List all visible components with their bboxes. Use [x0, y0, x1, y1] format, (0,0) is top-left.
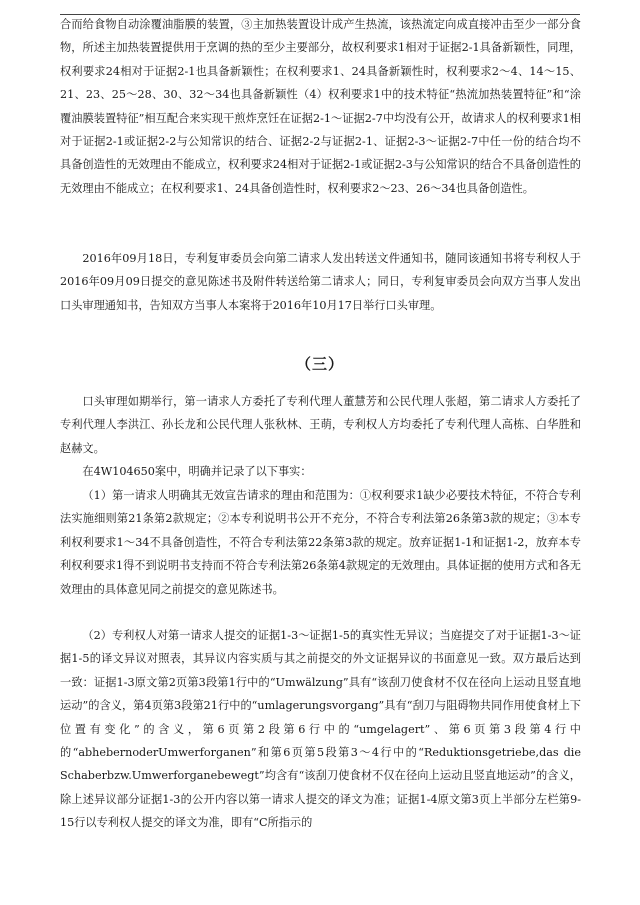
paragraph-case-facts: 在4W104650案中，明确并记录了以下事实： — [82, 465, 312, 478]
paragraph-continuation: 合而给食物自动涂覆油脂膜的装置，③主加热装置设计成产生热流，该热流定向成直接冲击至少一部分食物，所述主加热装置提供用于烹调的热的至少主要部分，故权利要求1相对于证据2-1具备新颖性，同理，权利要求24相对于证据2-1也具备新颖性；在权利要求1、24具备新颖性时，权利要求2～4、14～15、21、23、25～28、30、32～34也具备新颖性（4）权利要求1中的技术特征“热流加热装置特征”和“涂覆油膜装置特征”相互配合来实现干煎炸烹饪在证据2-1～证据2-7中均没有公开，故请求人的权利要求1相对于证据2-1或证据2-2与公知常识的结合、证据2-2与证据2-1、证据2-3～证据2-7中任一份的结合均不具备创造性的无效理由不能成立，权利要求24相对于证据2-1或证据2-3与公知常识的结合不具备创造性的无效理由不能成立；在权利要求1、24具备创造性时，权利要求2～23、26～34也具备创造性。 — [60, 18, 581, 195]
paragraph-oral-hearing: 口头审理如期举行，第一请求人方委托了专利代理人董慧芳和公民代理人张超，第二请求人方委托了专利代理人李洪江、孙长龙和公民代理人张秋林、王萌，专利权人方均委托了专利代理人高栋、白华胜和赵赫文。 — [60, 395, 581, 455]
paragraph-fact-1: （1）第一请求人明确其无效宣告请求的理由和范围为：①权利要求1缺少必要技术特征，不符合专利法实施细则第21条第2款规定；②本专利说明书公开不充分，不符合专利法第26条第3款的规定；③本专利权利要求1～34不具备创造性，不符合专利法第22条第3款的规定。放弃证据1-1和证据1-2，放弃本专利权利要求1得不到说明书支持而不符合专利法第26条第4款规定的无效理由。具体证据的使用方式和各无效理由的具体意见同之前提交的意见陈述书。 — [60, 489, 581, 596]
paragraph-fact-2: （2）专利权人对第一请求人提交的证据1-3～证据1-5的真实性无异议；当庭提交了对于证据1-3～证据1-5的译文异议对照表，其异议内容实质与其之前提交的外文证据异议的书面意见一致。双方最后达到一致：证据1-3原文第2页第3段第1行中的“Umwälzung”具有“该刮刀使食材不仅在径向上运动且竖直地运动”的含义，第4页第3段第21行中的“umlagerungsvorgang”具有“刮刀与阻碍物共同作用使食材上下位置有变化”的含义，第6页第2段第6行中的“umgelagert”、第6页第3段第4行中的“abhebernoderUmwerforganen”和第6页第5段第3～4行中的“Reduktionsgetriebe,das die Schaberbzw.Umwerforganebewegt”均含有“该刮刀使食材不仅在径向上运动且竖直地运动”的含义，除上述异议部分证据1-3的公开内容以第一请求人提交的译文为准；证据1-4原文第3页上半部分左栏第9-15行以专利权人提交的译文为准，即有“C所指示的 — [60, 629, 581, 830]
paragraph-notice: 2016年09月18日，专利复审委员会向第二请求人发出转送文件通知书，随同该通知书将专利权人于2016年09月09日提交的意见陈述书及附件转送给第二请求人；同日，专利复审委员会向双方当事人发出口头审理通知书，告知双方当事人本案将于2016年10月17日举行口头审理。 — [60, 252, 581, 312]
section-title: （三） — [295, 355, 344, 373]
